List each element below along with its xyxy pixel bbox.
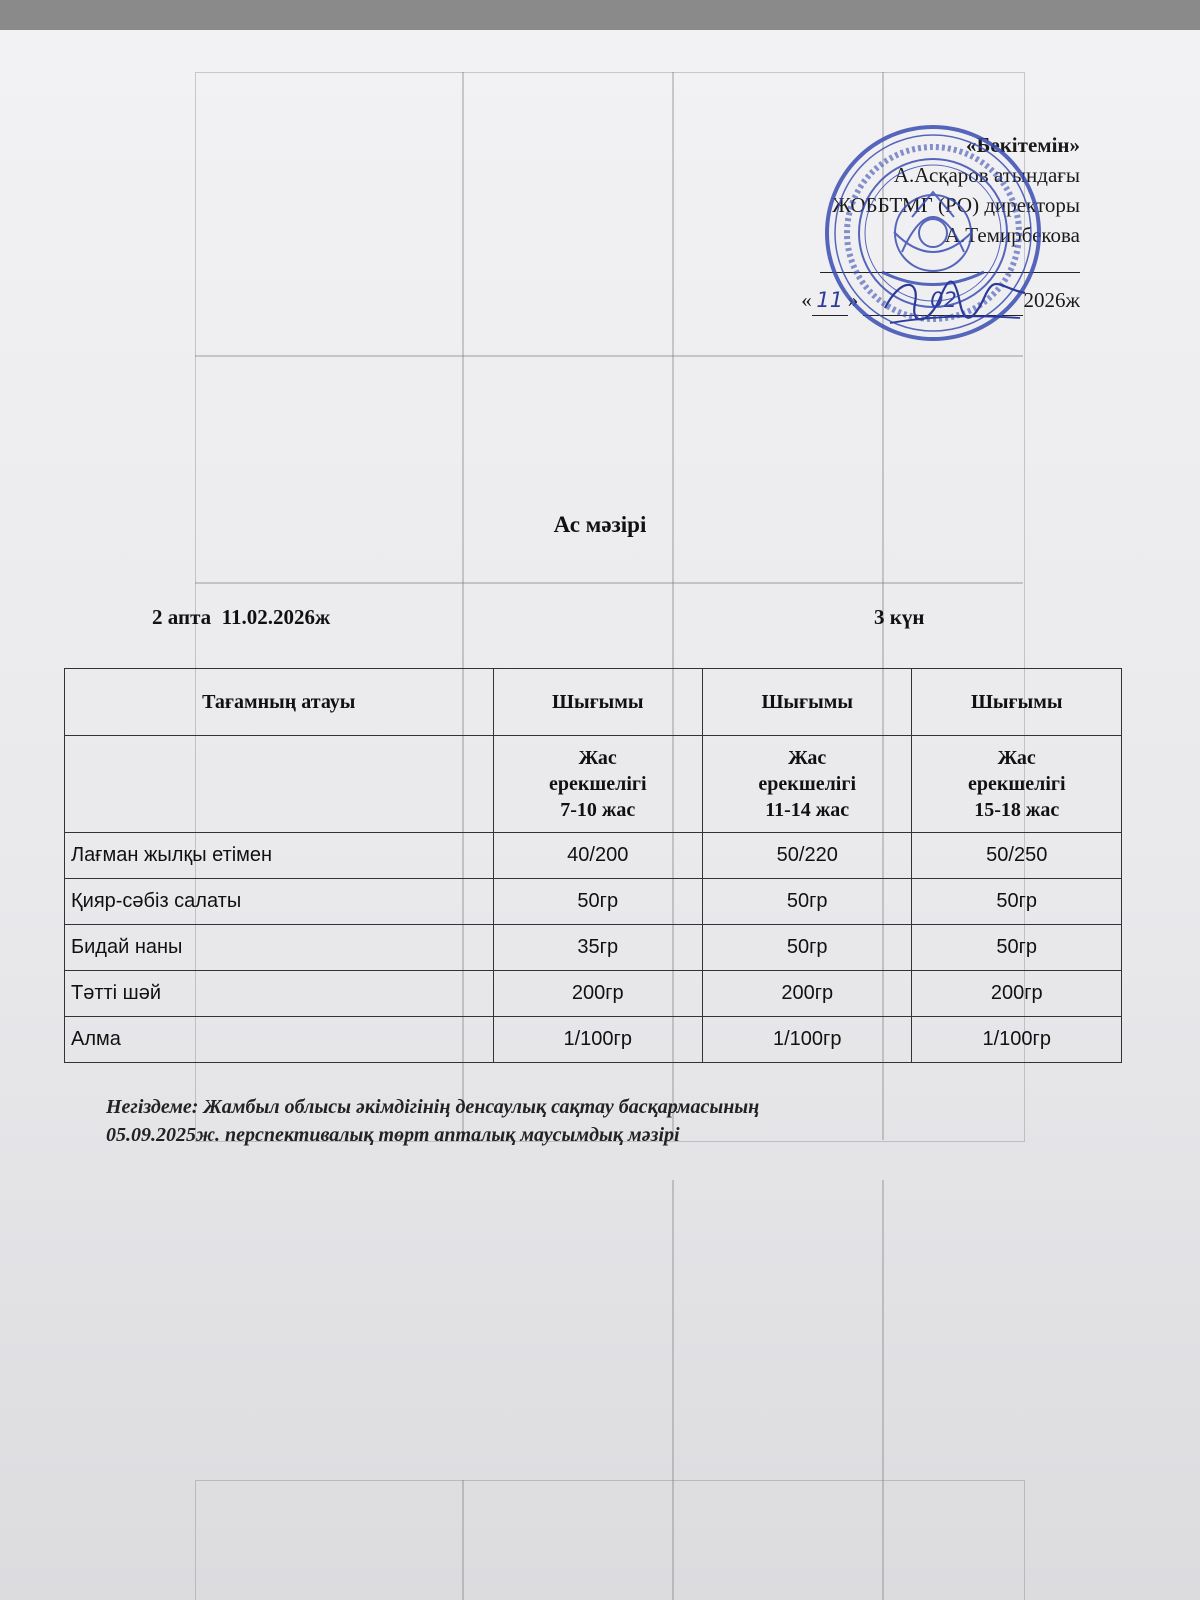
table-row [65, 1017, 1122, 1063]
header-yield: Шығымы [493, 669, 702, 736]
basis-line: 05.09.2025ж. перспективалық төрт апталық маусымдық мәзірі [106, 1124, 680, 1146]
approval-director-name: А.Темирбекова [944, 223, 1080, 247]
dish-name: Тәтті шәй [65, 971, 494, 1017]
bleed-through-line [672, 1180, 674, 1600]
age-group-cell [702, 736, 911, 833]
portion-value: 50гр [493, 879, 702, 925]
age-group-range: 11-14 жас [765, 799, 850, 821]
age-group-cell [493, 736, 702, 833]
dish-name: Алма [65, 1017, 494, 1063]
age-group-label: Жас ерекшелігі [548, 747, 647, 795]
approval-month: 02 [863, 285, 1023, 316]
table-row [65, 925, 1122, 971]
bleed-through-line [195, 582, 1023, 584]
age-group-label: Жас ерекшелігі [967, 747, 1066, 795]
portion-value: 35гр [493, 925, 702, 971]
portion-value: 1/100гр [493, 1017, 702, 1063]
approval-position: ЖОББТМГ (РО) директоры [832, 193, 1080, 217]
portion-value: 50гр [912, 879, 1122, 925]
table-row [65, 879, 1122, 925]
age-group-label: Жас ерекшелігі [758, 747, 856, 795]
portion-value: 50/250 [912, 833, 1122, 879]
portion-value: 50гр [702, 925, 911, 971]
approval-heading: «Бекітемін» [965, 133, 1080, 157]
portion-value: 40/200 [493, 833, 702, 879]
header-yield: Шығымы [702, 669, 911, 736]
bleed-through-grid [195, 1480, 1025, 1600]
approval-date: « 11 » 02 2026ж [801, 285, 1080, 316]
portion-value: 50/220 [702, 833, 911, 879]
approval-year: 2026ж [1023, 288, 1080, 312]
menu-table [64, 668, 1122, 1063]
dish-name: Лағман жылқы етімен [65, 833, 494, 879]
basis-line: Негіздеме: Жамбыл облысы әкімдігінің денсаулық сақтау басқармасының [106, 1096, 760, 1118]
bleed-through-line [195, 355, 1023, 357]
basis-note [106, 1093, 1106, 1149]
age-group-row [65, 736, 1122, 833]
approval-school: А.Асқаров атындағы [893, 163, 1080, 187]
portion-value: 50гр [702, 879, 911, 925]
portion-value: 200гр [702, 971, 911, 1017]
age-group-range: 15-18 жас [974, 799, 1060, 821]
week-date: 2 апта 11.02.2026ж [152, 605, 331, 629]
paper-sheet [0, 30, 1200, 1600]
age-group-range: 7-10 жас [560, 799, 636, 821]
header-yield: Шығымы [912, 669, 1122, 736]
portion-value: 200гр [912, 971, 1122, 1017]
bleed-through-line [462, 1480, 464, 1600]
bleed-through-line [882, 1180, 884, 1600]
header-dish-name: Тағамның атауы [65, 669, 494, 736]
age-group-cell [912, 736, 1122, 833]
dish-name: Бидай наны [65, 925, 494, 971]
signature-icon [880, 268, 1030, 338]
page-title: Ас мәзірі [553, 512, 647, 537]
day-label: 3 күн [874, 605, 925, 629]
table-row [65, 833, 1122, 879]
dish-name: Қияр-сәбіз салаты [65, 879, 494, 925]
portion-value: 50гр [912, 925, 1122, 971]
portion-value: 1/100гр [702, 1017, 911, 1063]
table-row [65, 971, 1122, 1017]
portion-value: 1/100гр [912, 1017, 1122, 1063]
empty-cell [65, 736, 494, 833]
portion-value: 200гр [493, 971, 702, 1017]
approval-day: 11 [812, 285, 848, 316]
table-header-row [65, 669, 1122, 736]
